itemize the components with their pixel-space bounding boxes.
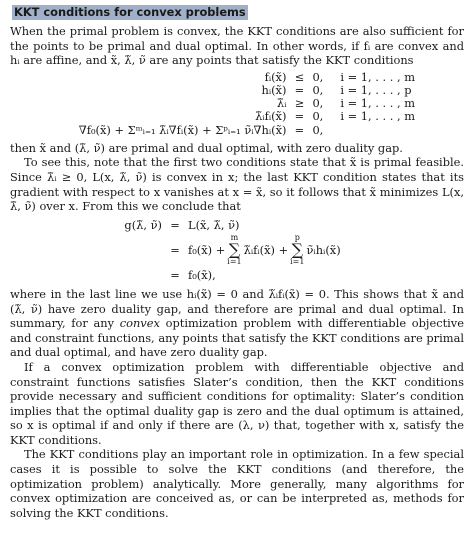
- kkt-cond: i = 1, . . . , m: [340, 69, 415, 84]
- kkt-lhs: ∇f₀(x̃) + Σᵐᵢ₌₁ λ̃ᵢ∇fᵢ(x̃) + Σᵖᵢ₌₁ ν̃ᵢ∇hᵢ(x̃): [78, 122, 287, 137]
- kkt-condition-row: [76, 124, 418, 137]
- kkt-cond: i = 1, . . . , m: [340, 109, 415, 124]
- kkt-op: =: [294, 109, 305, 124]
- kkt-rhs: 0,: [312, 122, 324, 137]
- kkt-op: ≥: [294, 96, 305, 111]
- derivation-line-1: [110, 218, 464, 233]
- kkt-rhs: 0,: [312, 82, 324, 97]
- derivation-result: f₀(x̃),: [188, 268, 216, 283]
- derivation-line-2: [110, 234, 464, 266]
- paragraph-conclusion: then x̃ and (λ̃, ν̃) are primal and dual optimal, with zero duality gap.: [10, 140, 403, 155]
- paragraph-summary: where in the last line we use hᵢ(x̃) = 0 and λ̃ᵢfᵢ(x̃) = 0. This shows that x̃ and (λ̃, ν̃) have zero duality gap, and therefore are primal and dual optimal. In summary, for any convex optimization problem with differentiable objective and constraint functions, any points that satisfy the KKT conditions are primal and dual optimal, and have zero duality gap.: [10, 286, 464, 360]
- equals-sign: =: [170, 217, 180, 232]
- dual-function-derivation: [110, 218, 464, 283]
- sum-symbol: m ∑ i=1: [227, 233, 242, 267]
- paragraph-proof: To see this, note that the first two conditions state that x̃ is primal feasible. Since λ̃ᵢ ≥ 0, L(x, λ̃, ν̃) is convex in x; the last KKT condition states that its gradient with respect to x vanishes at x = x̃, so it follows that x̃ minimizes L(x, λ̃, ν̃) over x. From this we conclude that: [10, 155, 464, 214]
- kkt-condition-row: [76, 110, 418, 123]
- kkt-rhs: 0,: [312, 69, 324, 84]
- section-heading: KKT conditions for convex problems: [14, 5, 246, 19]
- kkt-condition-row: [76, 71, 418, 84]
- derivation-lhs: g(λ̃, ν̃): [124, 217, 162, 232]
- sum-symbol: p ∑ i=1: [290, 233, 305, 267]
- kkt-lhs: λ̃ᵢ: [276, 96, 287, 111]
- kkt-rhs: 0,: [312, 109, 324, 124]
- kkt-cond: i = 1, . . . , m: [340, 96, 415, 111]
- derivation-line-3: [110, 268, 464, 283]
- derivation-term-lambda: λ̃ᵢfᵢ(x̃) +: [243, 243, 289, 258]
- kkt-cond: i = 1, . . . , p: [340, 82, 412, 97]
- kkt-op: ≤: [294, 69, 305, 84]
- paragraph-role: The KKT conditions play an important role in optimization. In a few special cases it is possible to solve the KKT conditions (and therefore, the optimization problem) analytically. More generally, many algorithms for convex optimization are conceived as, or can be interpreted as, methods for solving the KKT conditions.: [10, 447, 464, 520]
- paragraph-slater: If a convex optimization problem with differentiable objective and constraint functions satisfies Slater’s condition, then the KKT conditions provide necessary and sufficient conditions for optimality: Slater’s condition implies that the optimal duality gap is zero and the dual optimum is attained, so x is optimal if and only if there are (λ, ν) that, together with x, satisfy the KKT conditions.: [10, 359, 464, 447]
- derivation-f0: f₀(x̃) +: [188, 243, 226, 258]
- kkt-conditions-system: [10, 71, 464, 137]
- paragraph-intro: When the primal problem is convex, the KKT conditions are also sufficient for the points to be primal and dual optimal. In other words, if fᵢ are convex and hᵢ are affine, and x̃, λ̃, ν̃ are any points that satisfy the KKT conditions: [10, 24, 464, 68]
- derivation-term-nu: ν̃ᵢhᵢ(x̃): [306, 243, 341, 258]
- kkt-op: =: [294, 82, 305, 97]
- kkt-rhs: 0,: [312, 96, 324, 111]
- equals-sign: =: [170, 243, 180, 258]
- derivation-lagrangian: L(x̃, λ̃, ν̃): [188, 217, 240, 232]
- equals-sign: =: [170, 268, 180, 283]
- kkt-lhs: fᵢ(x̃): [264, 69, 287, 84]
- kkt-cond: [326, 124, 418, 137]
- kkt-lhs: hᵢ(x̃): [261, 82, 287, 97]
- emphasis-convex: convex: [119, 316, 160, 331]
- kkt-op: =: [294, 122, 305, 137]
- kkt-lhs: λ̃ᵢfᵢ(x̃): [255, 109, 287, 124]
